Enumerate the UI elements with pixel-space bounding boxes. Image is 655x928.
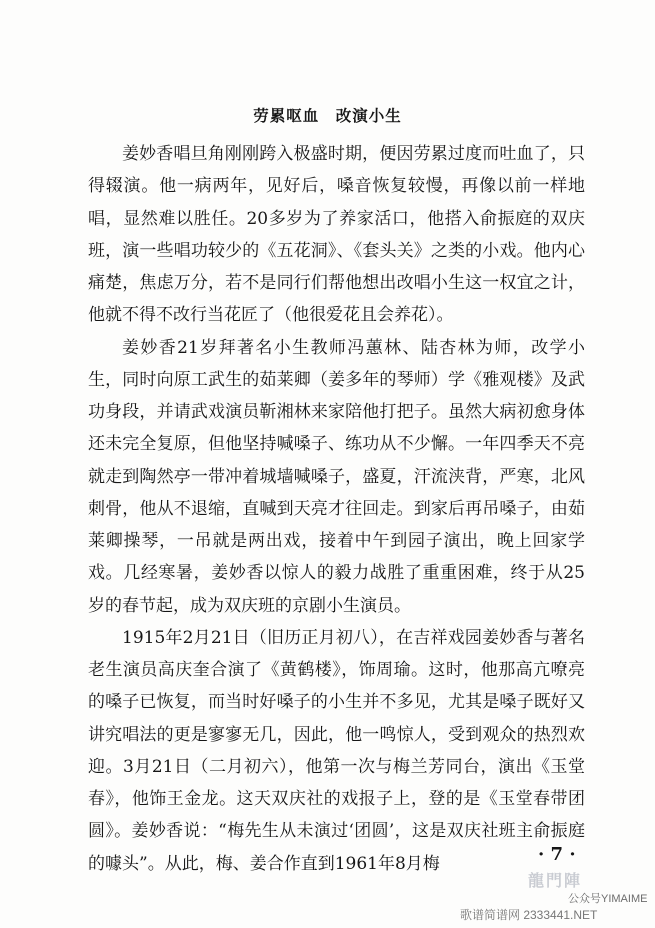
watermark-logo: 龍門陣 (528, 871, 583, 890)
paragraph-1: 姜妙香唱旦角刚刚跨入极盛时期，便因劳累过度而吐血了，只得辍演。他一病两年，见好后，嗓音恢复较慢，再像以前一样地唱，显然难以胜任。20多岁为了养家活口，他搭入俞振庭的双庆班，演一些唱功较少的《五花洞》、《套头关》之类的小戏。他内心痛楚，焦虑万分，若不是同行们帮他想出改唱小生这一权宜之计，他就不得不改行当花匠了（他很爱花且会养花）。 (88, 144, 585, 326)
paragraph-3: 1915年2月21日（旧历正月初八），在吉祥戏园姜妙香与著名老生演员高庆奎合演了《黄鹤楼》，饰周瑜。这时，他那高亢嘹亮的嗓子已恢复，而当时好嗓子的小生并不多见，尤其是嗓子既好又讲究唱法的更是寥寥无几，因此，他一鸣惊人，受到观众的热烈欢迎。3月21日（二月初六），他第一次与梅兰芳同台，演出《玉堂春》，他饰王金龙。这天双庆社的戏报子上，登的是《玉堂春带团圆》。姜妙香说：“梅先生从未演过‘团圆’，这是双庆社班主俞振庭的噱头”。从此，梅、姜合作直到1961年8月梅 (88, 627, 585, 874)
watermark-account: 公众号YIMAIME (568, 893, 648, 905)
watermark-site: 歌谱简谱网 2333441.NET (460, 908, 598, 922)
page-number: · 7 · (538, 844, 576, 865)
body-text (88, 138, 585, 880)
section-heading: 劳累呕血 改演小生 (253, 106, 402, 125)
paragraph-2: 姜妙香21岁拜著名小生教师冯蕙林、陆杏林为师，改学小生，同时向原工武生的茹莱卿（姜多年的琴师）学《雅观楼》及武功身段，并请武戏演员靳湘林来家陪他打把子。虽然大病初愈身体还未完全复原，但他坚持喊嗓子、练功从不少懈。一年四季天不亮就走到陶然亭一带冲着城墙喊嗓子，盛夏，汗流浃背，严寒，北风刺骨，他从不退缩，直喊到天亮才往回走。到家后再吊嗓子，由茹莱卿操琴，一吊就是两出戏，接着中午到园子演出，晚上回家学戏。几经寒暑，姜妙香以惊人的毅力战胜了重重困难，终于从25岁的春节起，成为双庆班的京剧小生演员。 (88, 337, 585, 616)
